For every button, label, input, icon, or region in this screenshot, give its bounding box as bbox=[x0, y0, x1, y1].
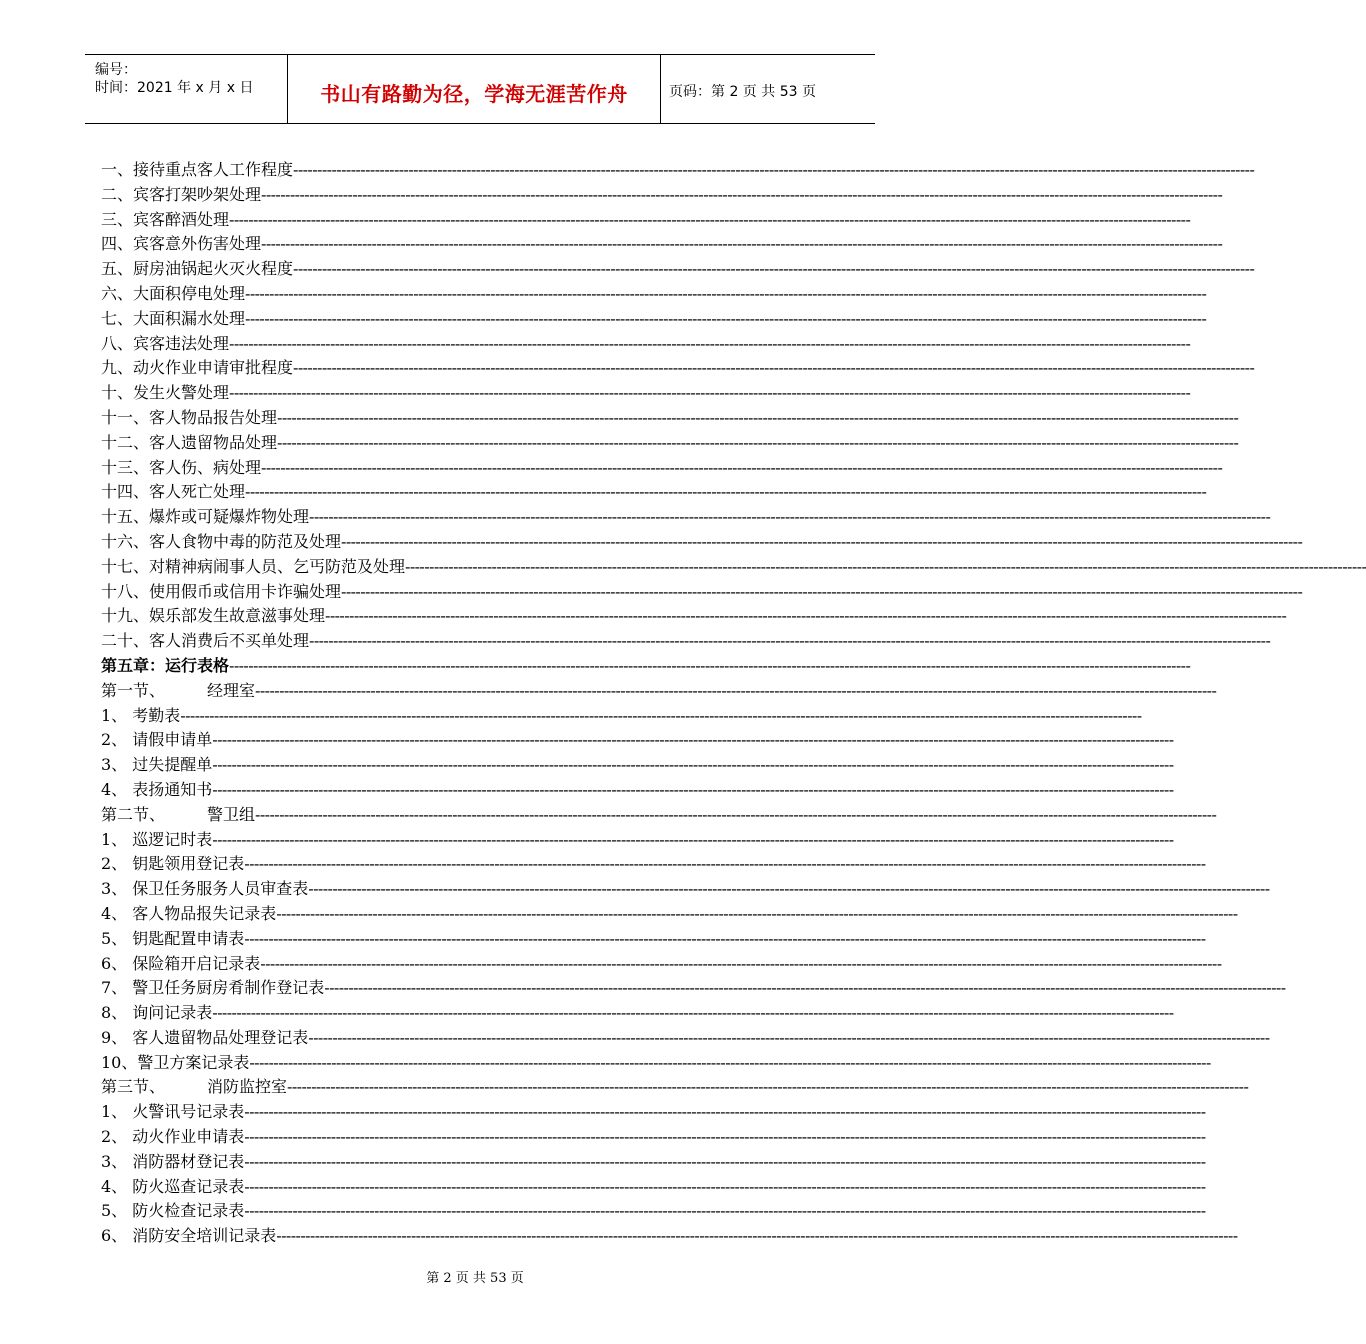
toc-entry bbox=[101, 852, 1206, 877]
toc-leader-dashes: -------------------------------------------------------------------------------------------------------------------------------------------------------------------------------------------------------- bbox=[261, 184, 1223, 204]
toc-leader-dashes: -------------------------------------------------------------------------------------------------------------------------------------------------------------------------------------------------------- bbox=[277, 407, 1239, 427]
toc-entry-title: 3、 保卫任务服务人员审查表 bbox=[101, 879, 309, 899]
toc-entry bbox=[101, 1125, 1206, 1150]
page-header bbox=[85, 54, 875, 124]
toc-leader-dashes: -------------------------------------------------------------------------------------------------------------------------------------------------------------------------------------------------------- bbox=[293, 160, 1255, 179]
toc-entry-title: 十二、客人遗留物品处理 bbox=[101, 432, 278, 452]
toc-entry-title: 9、 客人遗留物品处理登记表 bbox=[101, 1027, 309, 1047]
toc-leader-dashes: -------------------------------------------------------------------------------------------------------------------------------------------------------------------------------------------------------- bbox=[244, 928, 1206, 948]
toc-entry-title: 九、动火作业申请审批程度 bbox=[101, 358, 294, 378]
toc-leader-dashes: -------------------------------------------------------------------------------------------------------------------------------------------------------------------------------------------------------- bbox=[212, 1003, 1174, 1023]
toc-entry-title: 7、 警卫任务厨房肴制作登记表 bbox=[101, 978, 325, 998]
toc-entry-title: 十八、使用假币或信用卡诈骗处理 bbox=[101, 581, 342, 601]
toc-entry bbox=[101, 753, 1174, 778]
toc-leader-dashes: -------------------------------------------------------------------------------------------------------------------------------------------------------------------------------------------------------- bbox=[260, 953, 1222, 973]
toc-leader-dashes: -------------------------------------------------------------------------------------------------------------------------------------------------------------------------------------------------------- bbox=[229, 333, 1191, 353]
toc-entry-title: 八、宾客违法处理 bbox=[101, 333, 230, 353]
toc-entry bbox=[101, 158, 1255, 183]
page-footer bbox=[0, 1267, 950, 1286]
toc-leader-dashes: -------------------------------------------------------------------------------------------------------------------------------------------------------------------------------------------------------- bbox=[229, 655, 1191, 675]
toc-entry-title: 十三、客人伤、病处理 bbox=[101, 457, 262, 477]
toc-entry-title: 十四、客人死亡处理 bbox=[101, 482, 246, 502]
toc-entry bbox=[101, 456, 1223, 481]
toc-entry bbox=[101, 1100, 1206, 1125]
toc-entry-title: 3、 过失提醒单 bbox=[101, 755, 213, 775]
toc-leader-dashes: -------------------------------------------------------------------------------------------------------------------------------------------------------------------------------------------------------- bbox=[244, 1176, 1206, 1196]
toc-entry bbox=[101, 704, 1142, 729]
toc-entry-title: 5、 钥匙配置申请表 bbox=[101, 928, 245, 948]
toc-entry bbox=[101, 356, 1255, 381]
toc-leader-dashes: -------------------------------------------------------------------------------------------------------------------------------------------------------------------------------------------------------- bbox=[309, 631, 1271, 651]
toc-entry bbox=[101, 431, 1239, 456]
toc-leader-dashes: -------------------------------------------------------------------------------------------------------------------------------------------------------------------------------------------------------- bbox=[277, 432, 1239, 452]
toc-leader-dashes: -------------------------------------------------------------------------------------------------------------------------------------------------------------------------------------------------------- bbox=[212, 779, 1174, 799]
toc-entry bbox=[101, 307, 1207, 332]
table-of-contents bbox=[101, 158, 1366, 1249]
toc-leader-dashes: -------------------------------------------------------------------------------------------------------------------------------------------------------------------------------------------------------- bbox=[341, 531, 1303, 551]
toc-leader-dashes: -------------------------------------------------------------------------------------------------------------------------------------------------------------------------------------------------------- bbox=[261, 457, 1223, 477]
toc-entry-title: 2、 钥匙领用登记表 bbox=[101, 854, 245, 874]
toc-entry-title: 十六、客人食物中毒的防范及处理 bbox=[101, 531, 342, 551]
toc-leader-dashes: -------------------------------------------------------------------------------------------------------------------------------------------------------------------------------------------------------- bbox=[325, 606, 1287, 626]
toc-leader-dashes: -------------------------------------------------------------------------------------------------------------------------------------------------------------------------------------------------------- bbox=[287, 1077, 1249, 1097]
toc-leader-dashes: -------------------------------------------------------------------------------------------------------------------------------------------------------------------------------------------------------- bbox=[212, 829, 1174, 849]
toc-entry-title: 十一、客人物品报告处理 bbox=[101, 407, 278, 427]
toc-entry-title: 十五、爆炸或可疑爆炸物处理 bbox=[101, 507, 310, 527]
toc-leader-dashes: -------------------------------------------------------------------------------------------------------------------------------------------------------------------------------------------------------- bbox=[293, 358, 1255, 378]
toc-section-name: 经理室 bbox=[207, 680, 256, 700]
toc-entry bbox=[101, 505, 1271, 530]
toc-entry bbox=[101, 629, 1271, 654]
toc-entry bbox=[101, 555, 1366, 580]
toc-section-name: 消防监控室 bbox=[207, 1077, 288, 1097]
toc-entry-title: 四、宾客意外伤害处理 bbox=[101, 234, 262, 254]
toc-entry bbox=[101, 1051, 1211, 1076]
toc-entry bbox=[101, 604, 1287, 629]
toc-leader-dashes: -------------------------------------------------------------------------------------------------------------------------------------------------------------------------------------------------------- bbox=[245, 283, 1207, 303]
toc-leader-dashes: -------------------------------------------------------------------------------------------------------------------------------------------------------------------------------------------------------- bbox=[341, 581, 1303, 601]
toc-entry bbox=[101, 580, 1303, 605]
toc-leader-dashes: -------------------------------------------------------------------------------------------------------------------------------------------------------------------------------------------------------- bbox=[276, 1226, 1238, 1246]
toc-leader-dashes: -------------------------------------------------------------------------------------------------------------------------------------------------------------------------------------------------------- bbox=[245, 308, 1207, 328]
toc-leader-dashes: -------------------------------------------------------------------------------------------------------------------------------------------------------------------------------------------------------- bbox=[293, 259, 1255, 279]
toc-leader-dashes: -------------------------------------------------------------------------------------------------------------------------------------------------------------------------------------------------------- bbox=[244, 1127, 1206, 1147]
toc-entry-title: 5、 防火检查记录表 bbox=[101, 1201, 245, 1221]
toc-entry-title: 六、大面积停电处理 bbox=[101, 283, 246, 303]
toc-entry-title: 二、宾客打架吵架处理 bbox=[101, 184, 262, 204]
toc-section-name: 警卫组 bbox=[207, 804, 256, 824]
toc-entry bbox=[101, 1224, 1238, 1249]
toc-entry-title: 2、 请假申请单 bbox=[101, 730, 213, 750]
toc-entry-title: 一、接待重点客人工作程度 bbox=[101, 160, 294, 179]
toc-entry-title: 4、 表扬通知书 bbox=[101, 779, 213, 799]
toc-leader-dashes: -------------------------------------------------------------------------------------------------------------------------------------------------------------------------------------------------------- bbox=[255, 804, 1217, 824]
toc-entry-title: 第二节、 bbox=[101, 804, 166, 824]
toc-entry bbox=[101, 1175, 1206, 1200]
toc-entry bbox=[101, 679, 1217, 704]
toc-entry-title: 3、 消防器材登记表 bbox=[101, 1151, 245, 1171]
toc-leader-dashes: -------------------------------------------------------------------------------------------------------------------------------------------------------------------------------------------------------- bbox=[255, 680, 1217, 700]
toc-entry bbox=[101, 530, 1303, 555]
toc-leader-dashes: -------------------------------------------------------------------------------------------------------------------------------------------------------------------------------------------------------- bbox=[276, 903, 1238, 923]
toc-leader-dashes: -------------------------------------------------------------------------------------------------------------------------------------------------------------------------------------------------------- bbox=[229, 209, 1191, 229]
toc-entry-title: 十七、对精神病闹事人员、乞丐防范及处理 bbox=[101, 556, 406, 576]
toc-leader-dashes: -------------------------------------------------------------------------------------------------------------------------------------------------------------------------------------------------------- bbox=[324, 978, 1286, 998]
toc-leader-dashes: -------------------------------------------------------------------------------------------------------------------------------------------------------------------------------------------------------- bbox=[244, 854, 1206, 874]
toc-leader-dashes: -------------------------------------------------------------------------------------------------------------------------------------------------------------------------------------------------------- bbox=[245, 482, 1207, 502]
toc-entry bbox=[101, 480, 1207, 505]
toc-entry bbox=[101, 828, 1174, 853]
toc-entry-title: 五、厨房油锅起火灭火程度 bbox=[101, 259, 294, 279]
toc-entry bbox=[101, 1001, 1174, 1026]
toc-entry-title: 第一节、 bbox=[101, 680, 166, 700]
toc-entry-title: 十九、娱乐部发生故意滋事处理 bbox=[101, 606, 326, 626]
toc-entry bbox=[101, 728, 1174, 753]
toc-entry bbox=[101, 1075, 1249, 1100]
toc-leader-dashes: -------------------------------------------------------------------------------------------------------------------------------------------------------------------------------------------------------- bbox=[180, 705, 1142, 725]
toc-entry bbox=[101, 183, 1223, 208]
toc-leader-dashes: -------------------------------------------------------------------------------------------------------------------------------------------------------------------------------------------------------- bbox=[309, 507, 1271, 527]
toc-entry-title: 10、警卫方案记录表 bbox=[101, 1052, 250, 1072]
toc-entry-title: 4、 防火巡查记录表 bbox=[101, 1176, 245, 1196]
toc-leader-dashes: -------------------------------------------------------------------------------------------------------------------------------------------------------------------------------------------------------- bbox=[212, 755, 1174, 775]
toc-leader-dashes: -------------------------------------------------------------------------------------------------------------------------------------------------------------------------------------------------------- bbox=[244, 1201, 1206, 1221]
toc-entry bbox=[101, 927, 1206, 952]
toc-entry bbox=[101, 877, 1270, 902]
toc-leader-dashes: -------------------------------------------------------------------------------------------------------------------------------------------------------------------------------------------------------- bbox=[244, 1102, 1206, 1122]
toc-entry bbox=[101, 381, 1191, 406]
toc-entry bbox=[101, 952, 1222, 977]
toc-entry bbox=[101, 257, 1255, 282]
toc-entry bbox=[101, 232, 1223, 257]
toc-entry bbox=[101, 332, 1191, 357]
toc-entry bbox=[101, 902, 1238, 927]
toc-entry bbox=[101, 778, 1174, 803]
toc-leader-dashes: -------------------------------------------------------------------------------------------------------------------------------------------------------------------------------------------------------- bbox=[308, 1027, 1270, 1047]
doc-time-label: 时间：2021 年 x 月 x 日 bbox=[95, 80, 254, 96]
footer-page-number: 第 2 页 共 53 页 bbox=[426, 1271, 524, 1286]
toc-entry bbox=[101, 282, 1207, 307]
toc-entry-title: 第三节、 bbox=[101, 1077, 166, 1097]
header-motto-cell bbox=[288, 55, 661, 123]
motto-text: 书山有路勤为径，学海无涯苦作舟 bbox=[320, 82, 628, 106]
doc-number-label: 编号： bbox=[95, 62, 137, 78]
header-page-cell bbox=[661, 55, 875, 123]
header-meta-cell bbox=[85, 55, 288, 123]
toc-entry-title: 6、 消防安全培训记录表 bbox=[101, 1226, 277, 1246]
toc-leader-dashes: -------------------------------------------------------------------------------------------------------------------------------------------------------------------------------------------------------- bbox=[405, 556, 1366, 576]
toc-entry bbox=[101, 803, 1217, 828]
toc-entry-title: 4、 客人物品报失记录表 bbox=[101, 903, 277, 923]
toc-entry bbox=[101, 406, 1239, 431]
toc-entry-title: 三、宾客醉酒处理 bbox=[101, 209, 230, 229]
toc-entry-title: 6、 保险箱开启记录表 bbox=[101, 953, 261, 973]
toc-entry bbox=[101, 1026, 1270, 1051]
toc-entry-title: 8、 询问记录表 bbox=[101, 1003, 213, 1023]
toc-entry bbox=[101, 654, 1191, 679]
toc-entry-title: 七、大面积漏水处理 bbox=[101, 308, 246, 328]
toc-entry-title: 2、 动火作业申请表 bbox=[101, 1127, 245, 1147]
toc-entry bbox=[101, 976, 1286, 1001]
toc-entry bbox=[101, 208, 1191, 233]
toc-leader-dashes: -------------------------------------------------------------------------------------------------------------------------------------------------------------------------------------------------------- bbox=[308, 879, 1270, 899]
header-page-label: 页码：第 2 页 共 53 页 bbox=[669, 84, 816, 100]
toc-entry-title: 1、 火警讯号记录表 bbox=[101, 1102, 245, 1122]
toc-leader-dashes: -------------------------------------------------------------------------------------------------------------------------------------------------------------------------------------------------------- bbox=[261, 234, 1223, 254]
toc-entry bbox=[101, 1150, 1206, 1175]
toc-entry-title: 二十、客人消费后不买单处理 bbox=[101, 631, 310, 651]
toc-entry-title: 1、 巡逻记时表 bbox=[101, 829, 213, 849]
toc-entry-title: 1、 考勤表 bbox=[101, 705, 181, 725]
toc-leader-dashes: -------------------------------------------------------------------------------------------------------------------------------------------------------------------------------------------------------- bbox=[229, 383, 1191, 403]
toc-entry-title: 十、发生火警处理 bbox=[101, 383, 230, 403]
toc-leader-dashes: -------------------------------------------------------------------------------------------------------------------------------------------------------------------------------------------------------- bbox=[212, 730, 1174, 750]
toc-leader-dashes: -------------------------------------------------------------------------------------------------------------------------------------------------------------------------------------------------------- bbox=[249, 1052, 1211, 1072]
toc-entry-title: 第五章：运行表格 bbox=[101, 655, 230, 675]
toc-entry bbox=[101, 1199, 1206, 1224]
toc-leader-dashes: -------------------------------------------------------------------------------------------------------------------------------------------------------------------------------------------------------- bbox=[244, 1151, 1206, 1171]
